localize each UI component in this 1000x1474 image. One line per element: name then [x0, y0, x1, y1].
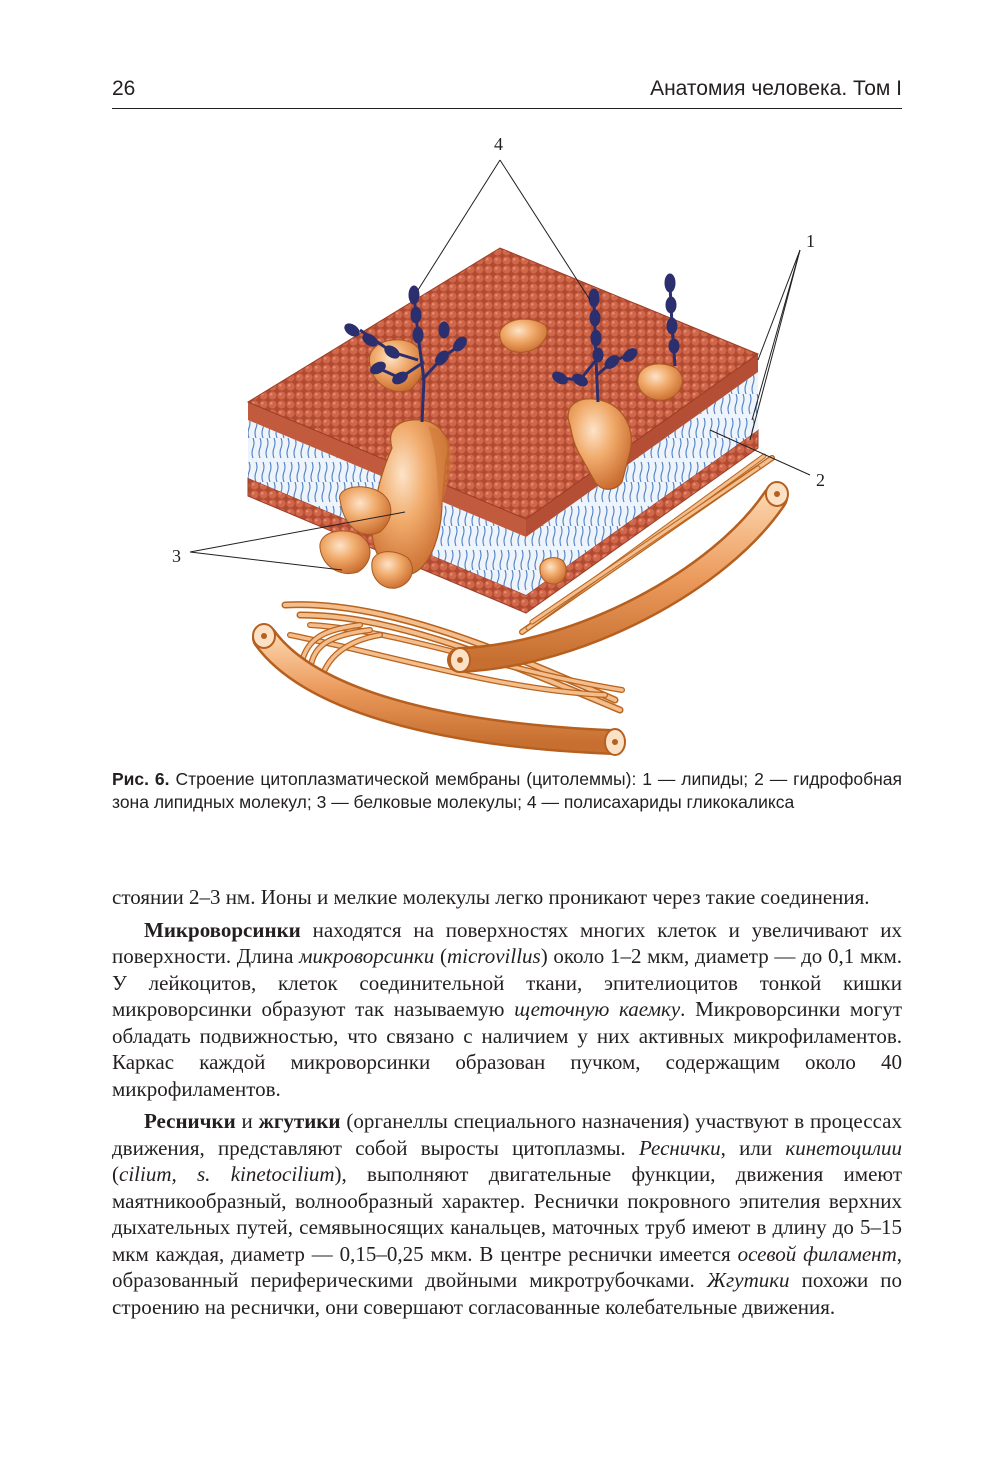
- label-4: 4: [494, 134, 503, 154]
- page-number: 26: [112, 77, 136, 100]
- label-2: 2: [816, 470, 825, 490]
- paragraph-continued: стоянии 2–3 нм. Ионы и мелкие молекулы легко проникают через такие соединения.: [112, 885, 870, 909]
- term-microvilli: Микроворсинки: [144, 917, 301, 942]
- membrane-figure: [160, 130, 860, 760]
- label-3: 3: [172, 546, 181, 566]
- paragraph-cilia: Реснички и жгутики (органеллы специального назначения) участвуют в процессах движения, представляют собой выросты цитоплазмы. Реснички, или кинетоцилии (cilium, s. kinetocilium), выполняют двигательные функции, движения имеют маятникообразный, волнообразный характер. Реснички покровного эпителия верхних дыхательных путей, семявыносящих канальцев, маточных труб имеют в длину до 5–15 мкм каждая, диаметр — 0,15–0,25 мкм. В центре реснички имеется осевой филамент, образованный периферическими двойными микротрубочками. Жгутики похожи по строению на реснички, они совершают согласованные колебательные движения.: [112, 1109, 902, 1319]
- paragraph-microvilli: Микроворсинки находятся на поверхностях многих клеток и увеличивают их поверхности. Длина микроворсинки (microvillus) около 1–2 мкм, диаметр — до 0,1 мкм. У лейкоцитов, клеток соединительной ткани, эпителиоцитов тонкой кишки микроворсинки образуют так называемую щеточную каемку. Микроворсинки могут обладать подвижностью, что связано с наличием у них активных микрофиламентов. Каркас каждой микроворсинки образован пучком, содержащим около 40 микрофиламентов.: [112, 917, 903, 1101]
- caption-label: Рис. 6.: [112, 769, 170, 789]
- term-cilia: Реснички: [144, 1109, 236, 1133]
- running-title: Анатомия человека. Том I: [650, 77, 902, 100]
- caption-text: Строение цитоплазматической мембраны (цитолеммы): 1 — липиды; 2 — гидрофобная зона липидных молекул; 3 — белковые молекулы; 4 — полисахариды гликокаликса: [112, 769, 902, 812]
- term-flagella: жгутики: [258, 1109, 341, 1133]
- label-1: 1: [806, 231, 815, 251]
- page-header: [112, 74, 902, 109]
- body-text: [112, 884, 902, 1320]
- figure-caption: [112, 768, 902, 814]
